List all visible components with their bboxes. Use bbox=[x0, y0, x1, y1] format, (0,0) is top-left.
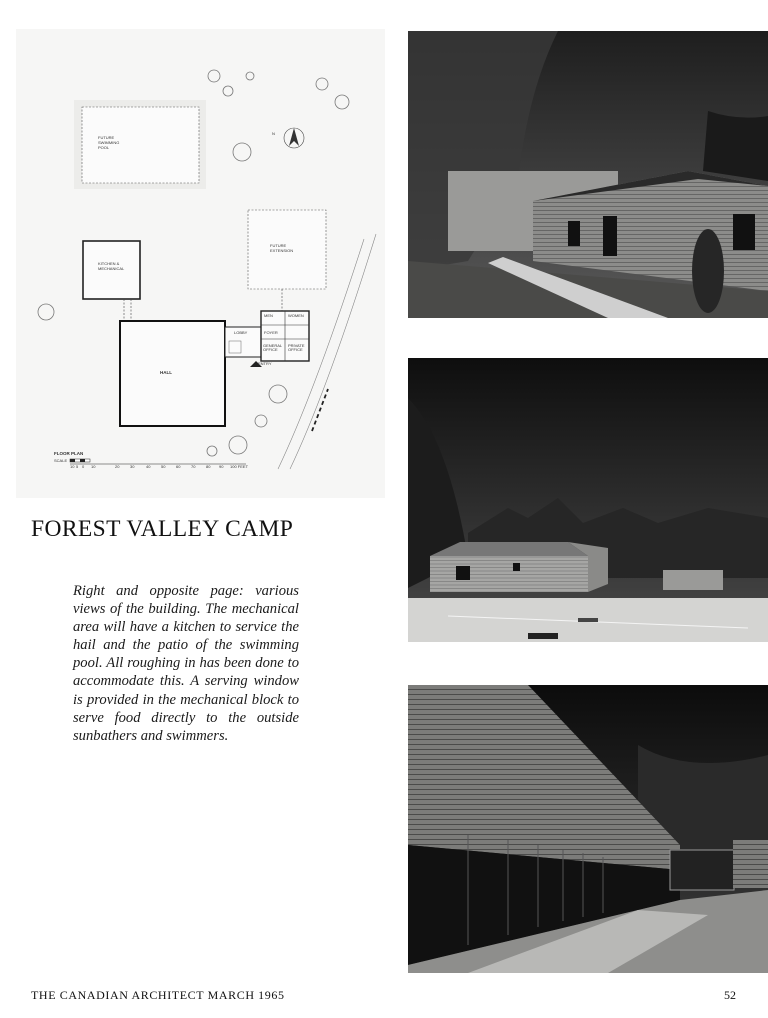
scale-tick: 5 bbox=[76, 464, 79, 469]
lobby-label: LOBBY bbox=[234, 330, 248, 335]
scale-label: SCALE bbox=[54, 458, 68, 463]
women-label: WOMEN bbox=[288, 313, 304, 318]
scale-tick: 0 bbox=[82, 464, 85, 469]
scale-tick: 10 bbox=[91, 464, 96, 469]
scale-tick: 10 bbox=[70, 464, 75, 469]
foyer-label: FOYER bbox=[264, 330, 278, 335]
pool-label-2: SWIMMING bbox=[98, 140, 120, 145]
hall-entrance-photo bbox=[408, 685, 768, 973]
general-office-label-1: GENERAL bbox=[263, 343, 283, 348]
scale-tick-labels bbox=[70, 464, 249, 469]
scale-tick: 100 FEET bbox=[230, 464, 249, 469]
scale-tick: 20 bbox=[115, 464, 120, 469]
hall-label: HALL bbox=[160, 370, 172, 375]
building-parking-photo bbox=[408, 358, 768, 642]
pool-label-1: FUTURE bbox=[98, 135, 115, 140]
scale-tick: 40 bbox=[146, 464, 151, 469]
publication-footer: THE CANADIAN ARCHITECT MARCH 1965 bbox=[31, 988, 285, 1002]
scale-tick: 50 bbox=[161, 464, 166, 469]
scale-tick: 30 bbox=[130, 464, 135, 469]
men-label: MEN bbox=[264, 313, 273, 318]
building-exterior-photo bbox=[408, 31, 768, 318]
entry-label: ENTRY bbox=[258, 361, 272, 366]
private-office-label-2: OFFICE bbox=[288, 347, 303, 352]
scale-tick: 60 bbox=[176, 464, 181, 469]
scale-tick: 70 bbox=[191, 464, 196, 469]
floor-plan-drawing bbox=[16, 29, 385, 498]
north-arrow-icon bbox=[272, 128, 304, 148]
page-number: 52 bbox=[724, 988, 736, 1002]
article-title: FOREST VALLEY CAMP bbox=[31, 516, 294, 542]
extension-label-2: EXTENSION bbox=[270, 248, 294, 253]
kitchen-label-1: KITCHEN & bbox=[98, 261, 120, 266]
pool-label-3: POOL bbox=[98, 145, 110, 150]
hall-block bbox=[120, 321, 225, 426]
private-office-label-1: PRIVATE bbox=[288, 343, 305, 348]
floor-plan-title: FLOOR PLAN bbox=[54, 451, 84, 456]
floor-plan-svg bbox=[16, 29, 385, 498]
general-office-label-2: OFFICE bbox=[263, 347, 278, 352]
photo-caption: Right and opposite page: various views of the building. The mechanical area will have a kitchen to service the hail and the patio of the swimming pool. All roughing in has been done to accommodate this. A serving window is provided in the mechanical block to serve food directly to the outside sunbathers and swimmers. bbox=[73, 583, 299, 744]
scale-tick: 90 bbox=[219, 464, 224, 469]
scale-tick: 80 bbox=[206, 464, 211, 469]
svg-text:N: N bbox=[272, 131, 275, 136]
kitchen-label-2: MECHANICAL bbox=[98, 266, 125, 271]
extension-label-1: FUTURE bbox=[270, 243, 287, 248]
